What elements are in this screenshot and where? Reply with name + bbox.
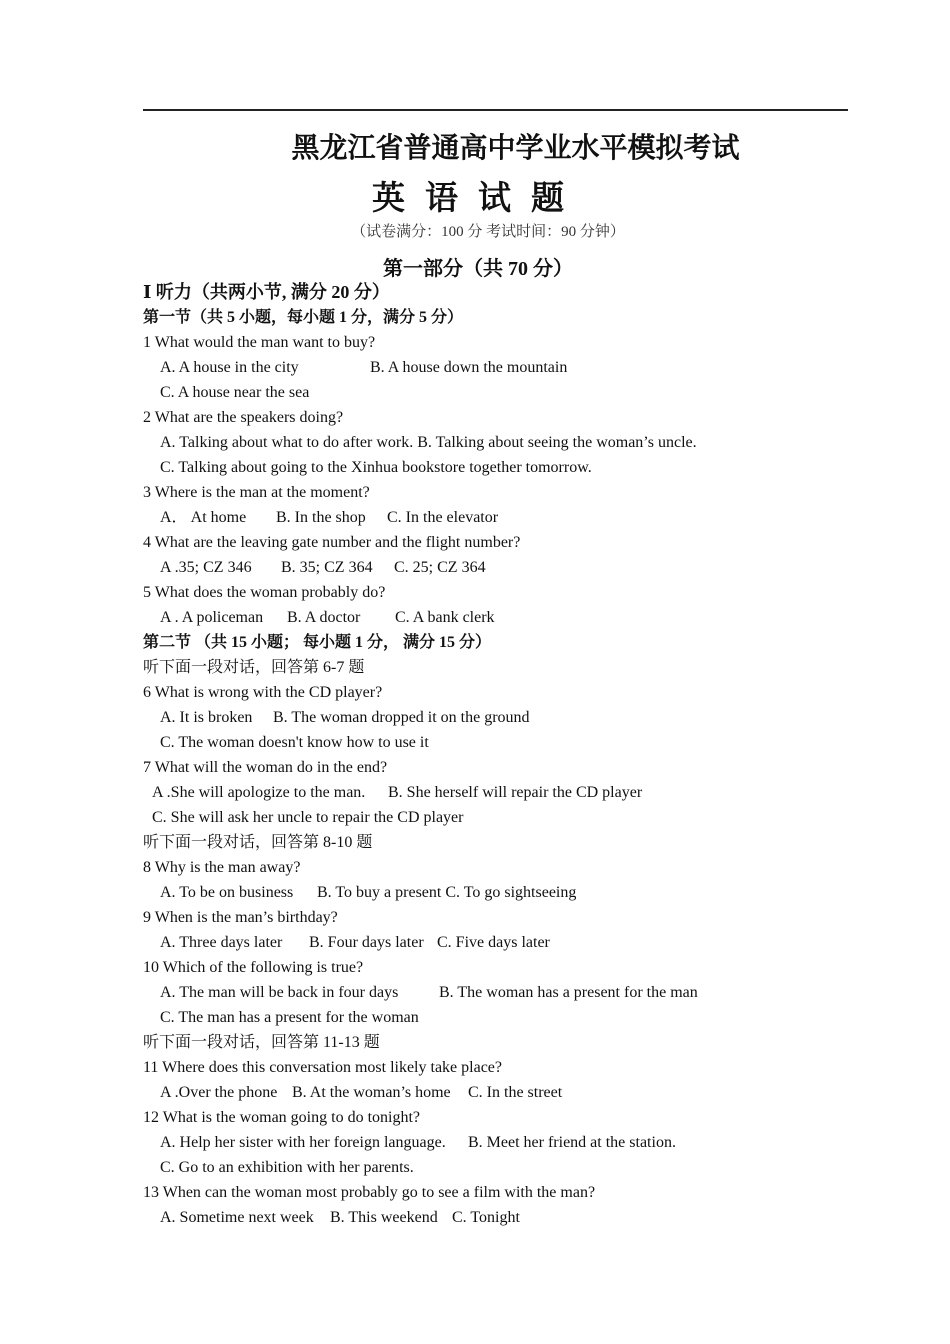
option: C. 25; CZ 364: [394, 559, 486, 576]
option: C. Go to an exhibition with her parents.: [160, 1159, 414, 1176]
question-stem: 13 When can the woman most probably go to see a film with the man?: [143, 1184, 596, 1201]
option: B. The woman has a present for the man: [439, 984, 698, 1001]
section2-heading: 第二节 （共 15 小题； 每小题 1 分， 满分 15 分）: [143, 634, 492, 651]
option: B. 35; CZ 364: [281, 559, 373, 576]
option: C. The woman doesn't know how to use it: [160, 734, 429, 751]
option: A. Help her sister with her foreign language.: [160, 1134, 446, 1151]
option: B. To buy a present C. To go sightseeing: [317, 884, 577, 901]
question-options: [143, 930, 863, 955]
option: A． At home: [160, 509, 247, 526]
option: C. Talking about going to the Xinhua bookstore together tomorrow.: [160, 459, 592, 476]
option: C. Tonight: [452, 1209, 520, 1226]
question-stem: 10 Which of the following is true?: [143, 959, 364, 976]
dialog-instruction: 听下面一段对话，回答第 8-10 题: [143, 834, 373, 851]
option: C. The man has a present for the woman: [160, 1009, 419, 1026]
option: A. The man will be back in four days: [160, 984, 399, 1001]
option: A. Three days later: [160, 934, 283, 951]
subject-title: 英语试题: [372, 178, 584, 217]
question-options: [143, 605, 863, 630]
listening-heading: Ⅰ 听力（共两小节, 满分 20 分）: [143, 282, 390, 302]
option: A . A policeman: [160, 609, 264, 626]
option: A .Over the phone: [160, 1084, 278, 1101]
option: C. In the elevator: [387, 509, 499, 526]
question-options: [143, 980, 863, 1005]
question-options: [143, 555, 863, 580]
question-stem: 4 What are the leaving gate number and the flight number?: [143, 534, 521, 551]
option: B. The woman dropped it on the ground: [273, 709, 530, 726]
question-stem: 12 What is the woman going to do tonight?: [143, 1109, 421, 1126]
option: A. A house in the city: [160, 359, 299, 376]
option: A .She will apologize to the man.: [152, 784, 366, 801]
option: B. A doctor: [287, 609, 361, 626]
question-options: [143, 705, 863, 730]
option: A. It is broken: [160, 709, 253, 726]
question-stem: 7 What will the woman do in the end?: [143, 759, 388, 776]
question-stem: 9 When is the man’s birthday?: [143, 909, 338, 926]
exam-info: （试卷满分：100 分 考试时间：90 分钟）: [351, 224, 625, 240]
question-options: [143, 880, 863, 905]
question-options: [143, 1205, 863, 1230]
option: B. Four days later: [309, 934, 424, 951]
option: C. In the street: [468, 1084, 563, 1101]
question-stem: 2 What are the speakers doing?: [143, 409, 344, 426]
option: A. Sometime next week: [160, 1209, 314, 1226]
option: A. Talking about what to do after work. B. Talking about seeing the woman’s uncle.: [160, 434, 697, 451]
option: C. A bank clerk: [395, 609, 495, 626]
question-options: [143, 355, 863, 380]
option: B. This weekend: [330, 1209, 438, 1226]
question-stem: 1 What would the man want to buy?: [143, 334, 376, 351]
option: A. To be on business: [160, 884, 294, 901]
question-options: [143, 505, 863, 530]
question-options: [143, 1080, 863, 1105]
option: C. Five days later: [437, 934, 550, 951]
question-options: [143, 1130, 863, 1155]
question-stem: 8 Why is the man away?: [143, 859, 301, 876]
question-stem: 3 Where is the man at the moment?: [143, 484, 370, 501]
option: C. A house near the sea: [160, 384, 310, 401]
question-list: [143, 280, 863, 1230]
part-heading: 第一部分（共 70 分）: [383, 258, 573, 280]
question-stem: 6 What is wrong with the CD player?: [143, 684, 383, 701]
dialog-instruction: 听下面一段对话，回答第 6-7 题: [143, 659, 365, 676]
exam-title: 黑龙江省普通高中学业水平模拟考试: [291, 131, 740, 164]
option: B. In the shop: [276, 509, 366, 526]
question-stem: 11 Where does this conversation most likely take place?: [143, 1059, 502, 1076]
section1-heading: 第一节（共 5 小题，每小题 1 分，满分 5 分）: [143, 309, 464, 326]
option: B. At the woman’s home: [292, 1084, 451, 1101]
option: B. She herself will repair the CD player: [388, 784, 643, 801]
option: A .35; CZ 346: [160, 559, 252, 576]
question-options: [143, 780, 863, 805]
question-stem: 5 What does the woman probably do?: [143, 584, 386, 601]
option: B. A house down the mountain: [370, 359, 568, 376]
option: B. Meet her friend at the station.: [468, 1134, 676, 1151]
dialog-instruction: 听下面一段对话，回答第 11-13 题: [143, 1034, 380, 1051]
header-rule: [143, 109, 848, 111]
option: C. She will ask her uncle to repair the CD player: [152, 809, 464, 826]
